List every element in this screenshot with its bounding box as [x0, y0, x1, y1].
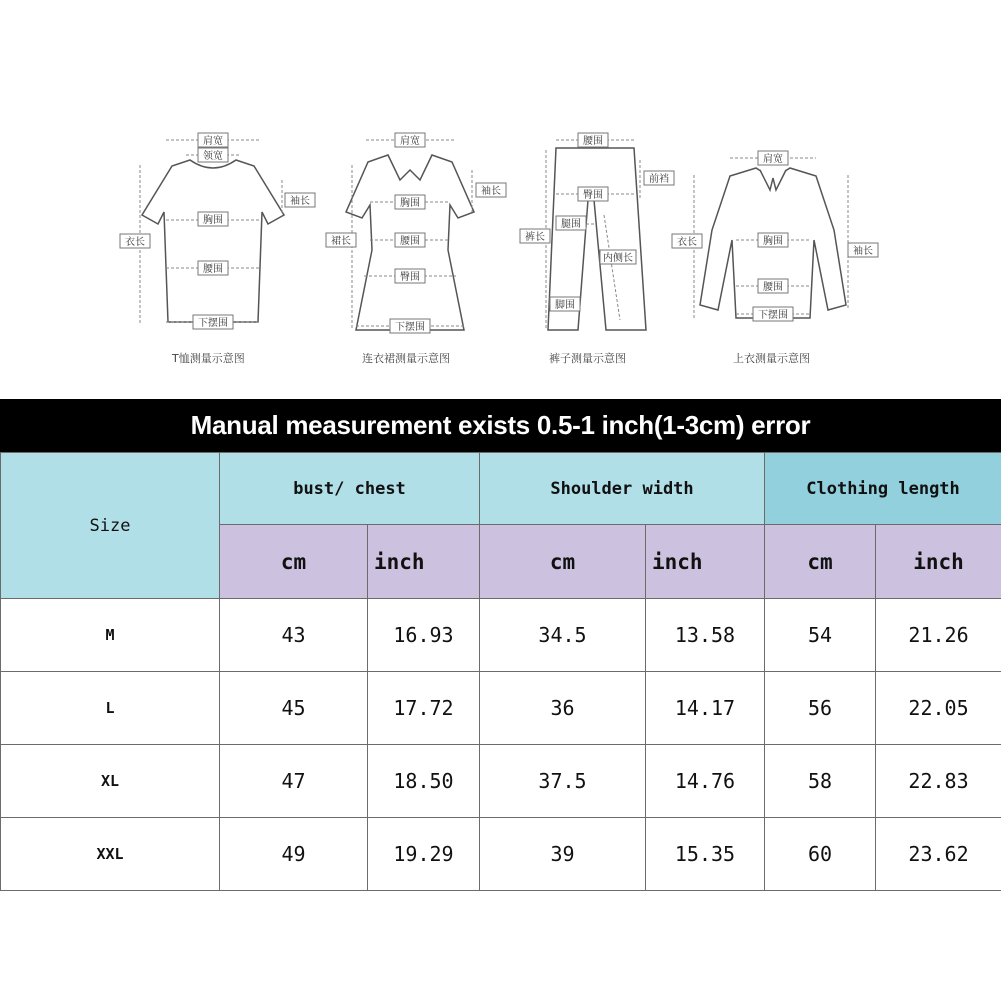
pants-label-length: 裤长	[525, 232, 545, 243]
dress-diagram	[326, 133, 506, 333]
pants-label-front-rise: 前裆	[649, 174, 669, 185]
tshirt-label-waist: 腰围	[203, 264, 223, 275]
shirt-diagram	[672, 151, 878, 321]
table-cell: 14.76	[646, 745, 765, 818]
dress-label-sleeve: 袖长	[481, 186, 501, 197]
size-cell: L	[1, 672, 220, 745]
pants-label-thigh: 腿围	[561, 219, 581, 230]
unit-header: inch	[646, 525, 765, 599]
unit-header: cm	[765, 525, 876, 599]
table-row	[1, 599, 1001, 672]
dress-label-hip: 臀围	[400, 272, 420, 283]
size-cell: XXL	[1, 818, 220, 891]
dress-label-hem: 下摆围	[395, 322, 425, 333]
bust-chest-header: bust/ chest	[220, 453, 480, 525]
tshirt-label-collar: 领宽	[203, 151, 223, 162]
tshirt-label-chest: 胸围	[203, 215, 223, 226]
table-cell: 47	[220, 745, 368, 818]
table-row	[1, 818, 1001, 891]
tshirt-label-sleeve: 袖长	[290, 196, 310, 207]
table-cell: 36	[480, 672, 646, 745]
shoulder-width-header: Shoulder width	[480, 453, 765, 525]
unit-header: inch	[368, 525, 480, 599]
tshirt-caption: T恤测量示意图	[172, 352, 245, 365]
table-cell: 37.5	[480, 745, 646, 818]
unit-header: cm	[480, 525, 646, 599]
pants-caption: 裤子测量示意图	[549, 352, 626, 365]
table-cell: 60	[765, 818, 876, 891]
table-cell: 14.17	[646, 672, 765, 745]
garment-diagrams-svg	[0, 0, 1001, 398]
table-row	[1, 745, 1001, 818]
table-cell: 19.29	[368, 818, 480, 891]
table-row	[1, 672, 1001, 745]
tshirt-label-shoulder: 肩宽	[203, 136, 223, 147]
pants-label-hip: 臀围	[583, 190, 603, 201]
table-cell: 15.35	[646, 818, 765, 891]
dress-label-length: 裙长	[331, 236, 351, 247]
tshirt-label-hem: 下摆围	[198, 318, 228, 329]
table-cell: 49	[220, 818, 368, 891]
table-cell: 23.62	[876, 818, 1001, 891]
shirt-label-shoulder: 肩宽	[763, 154, 783, 165]
unit-header: cm	[220, 525, 368, 599]
size-header: Size	[1, 453, 220, 599]
measurement-diagrams	[0, 0, 1001, 398]
table-cell: 16.93	[368, 599, 480, 672]
dress-label-waist: 腰围	[400, 236, 420, 247]
table-cell: 45	[220, 672, 368, 745]
table-cell: 58	[765, 745, 876, 818]
shirt-label-waist: 腰围	[763, 282, 783, 293]
table-cell: 43	[220, 599, 368, 672]
tshirt-label-length: 衣长	[125, 237, 145, 248]
pants-label-waist: 腰围	[583, 136, 603, 147]
table-cell: 22.83	[876, 745, 1001, 818]
pants-diagram	[520, 133, 674, 330]
tshirt-diagram	[120, 133, 315, 329]
pants-label-inseam: 内侧长	[603, 253, 633, 264]
dress-caption: 连衣裙测量示意图	[362, 352, 450, 365]
size-chart-table	[0, 452, 1001, 891]
group-header-row	[1, 453, 1001, 525]
table-cell: 39	[480, 818, 646, 891]
table-cell: 21.26	[876, 599, 1001, 672]
dress-label-chest: 胸围	[400, 198, 420, 209]
shirt-caption: 上衣测量示意图	[733, 352, 810, 365]
table-cell: 17.72	[368, 672, 480, 745]
shirt-label-sleeve: 袖长	[853, 246, 873, 257]
unit-header: inch	[876, 525, 1001, 599]
size-cell: M	[1, 599, 220, 672]
table-cell: 54	[765, 599, 876, 672]
table-cell: 18.50	[368, 745, 480, 818]
table-cell: 13.58	[646, 599, 765, 672]
table-cell: 34.5	[480, 599, 646, 672]
table-cell: 22.05	[876, 672, 1001, 745]
table-cell: 56	[765, 672, 876, 745]
pants-label-leg-opening: 脚围	[555, 300, 575, 311]
clothing-length-header: Clothing length	[765, 453, 1001, 525]
dress-label-shoulder: 肩宽	[400, 136, 420, 147]
shirt-label-length: 衣长	[677, 237, 697, 248]
shirt-label-hem: 下摆围	[758, 310, 788, 321]
measurement-error-banner: Manual measurement exists 0.5-1 inch(1-3cm) error	[0, 399, 1001, 452]
shirt-label-chest: 胸围	[763, 236, 783, 247]
size-cell: XL	[1, 745, 220, 818]
